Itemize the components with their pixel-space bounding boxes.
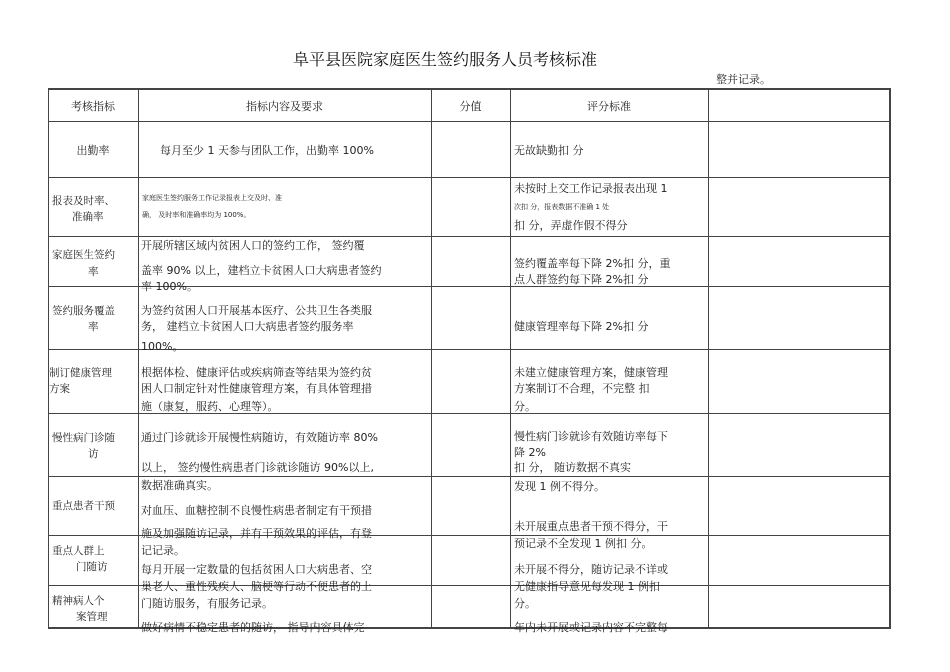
indicator-attendance: 出勤率 [76,144,110,157]
criteria-chronic: 慢性病门诊就诊有效随访率每下 [514,430,668,443]
content-attendance: 每月至少 1 天参与团队工作，出勤率 100% [160,144,374,157]
criteria-health-plan: 方案制订不合理，不完整 扣 [514,382,650,395]
criteria-key-groups: 分。 [514,597,536,610]
content-signing: 盖率 90% 以上，建档立卡贫困人口大病患者签约 [141,264,382,277]
indicator-key-groups: 重点人群上 [52,545,105,557]
indicator-key-patients: 重点患者干预 [52,500,115,512]
indicator-signing: 率 [88,266,99,278]
content-health-plan: 施（康复，服药、心理等）。 [141,400,279,413]
content-key-groups: 每月开展一定数量的包括贫困人口大病患者、空 [141,563,372,576]
content-chronic: 数据准确真实。 [141,479,218,492]
content-key-groups: 巢老人、重性残疾人、脑梗等行动不便患者的上 [141,580,372,593]
criteria-health-plan: 分。 [514,400,536,413]
criteria-chronic: 扣 分， 随访数据不真实 [514,461,631,474]
content-report: 家庭医生签约服务工作记录报表上交及时、准 [142,194,282,202]
content-chronic: 通过门诊就诊开展慢性病随访，有效随访率 80% [141,431,378,444]
content-coverage: 务， 建档立卡贫困人口大病患者签约服务率 [141,320,354,333]
column-divider [138,89,139,628]
row-divider [48,236,891,237]
row-divider [48,177,891,178]
indicator-key-groups: 门随访 [76,561,108,573]
content-chronic: 以上， 签约慢性病患者门诊就诊随访 90%以上, [141,461,374,474]
indicator-chronic: 访 [88,448,99,460]
content-mental: 做好病情不稳定患者的随访， 指导内容具体完 [141,621,365,634]
criteria-report: 未按时上交工作记录报表出现 1 [514,182,668,195]
criteria-key-groups: 无健康指导意见每发现 1 例扣 [514,580,660,593]
header-score: 分值 [459,100,482,113]
content-report: 确， 及时率和准确率均为 100%。 [142,211,251,219]
criteria-attendance: 无故缺勤扣 分 [514,144,584,157]
indicator-mental: 精神病人个 [52,595,105,607]
table-border-left [48,89,49,628]
page-title: 阜平县医院家庭医生签约服务人员考核标准 [292,50,597,69]
criteria-coverage: 健康管理率每下降 2%扣 分 [514,320,649,333]
criteria-signing: 点人群签约每下降 2%扣 分 [514,273,649,286]
content-key-patients: 对血压、血糖控制不良慢性病患者制定有干预措 [141,504,372,517]
criteria-mental: 年内未开展或记录内容不完整每 [514,621,668,634]
table-border-top [48,88,891,90]
content-signing: 开展所辖区域内贫困人口的签约工作， 签约覆 [141,239,365,252]
table-border-right [889,89,891,628]
criteria-report: 次扣 分，报表数据不准确 1 处 [514,203,610,211]
indicator-health-plan: 制订健康管理 [49,367,112,379]
content-key-groups: 门随访服务，有服务记录。 [141,597,273,610]
content-health-plan: 困人口制定针对性健康管理方案，有具体管理措 [141,382,372,395]
criteria-key-patients: 预记录不全发现 1 例扣 分。 [514,537,653,550]
criteria-key-groups: 未开展不得分，随访记录不详或 [514,563,668,576]
note-text: 整并记录。 [716,73,771,86]
header-criteria: 评分标准 [587,100,631,113]
indicator-report: 报表及时率、 [52,195,115,207]
column-divider [708,89,709,628]
content-signing: 率 100%。 [141,280,198,293]
criteria-report: 扣 分，弄虚作假不得分 [514,219,628,232]
indicator-signing: 家庭医生签约 [52,249,115,261]
content-key-patients: 施及加强随访记录，并有干预效果的评估，有登 [141,527,372,540]
criteria-signing: 签约覆盖率每下降 2%扣 分，重 [514,257,671,270]
criteria-chronic: 发现 1 例不得分。 [514,480,605,493]
row-divider [48,476,891,477]
content-coverage: 100%。 [141,340,184,353]
column-divider [431,89,432,628]
criteria-key-patients: 未开展重点患者干预不得分，干 [514,520,668,533]
indicator-coverage: 率 [88,321,99,333]
criteria-health-plan: 未建立健康管理方案，健康管理 [514,366,668,379]
content-health-plan: 根据体检、健康评估或疾病筛查等结果为签约贫 [141,366,372,379]
indicator-mental: 案管理 [76,611,108,623]
indicator-coverage: 签约服务覆盖 [52,305,115,317]
content-coverage: 为签约贫困人口开展基本医疗、公共卫生各类服 [141,304,372,317]
indicator-health-plan: 方案 [49,383,70,395]
indicator-report: 准确率 [72,211,104,223]
column-divider [510,89,511,628]
indicator-chronic: 慢性病门诊随 [52,432,115,444]
content-key-patients: 记记录。 [141,544,185,557]
row-divider [48,121,891,122]
header-content: 指标内容及要求 [246,100,323,113]
header-indicator: 考核指标 [71,100,115,113]
criteria-chronic: 降 2% [514,446,546,459]
